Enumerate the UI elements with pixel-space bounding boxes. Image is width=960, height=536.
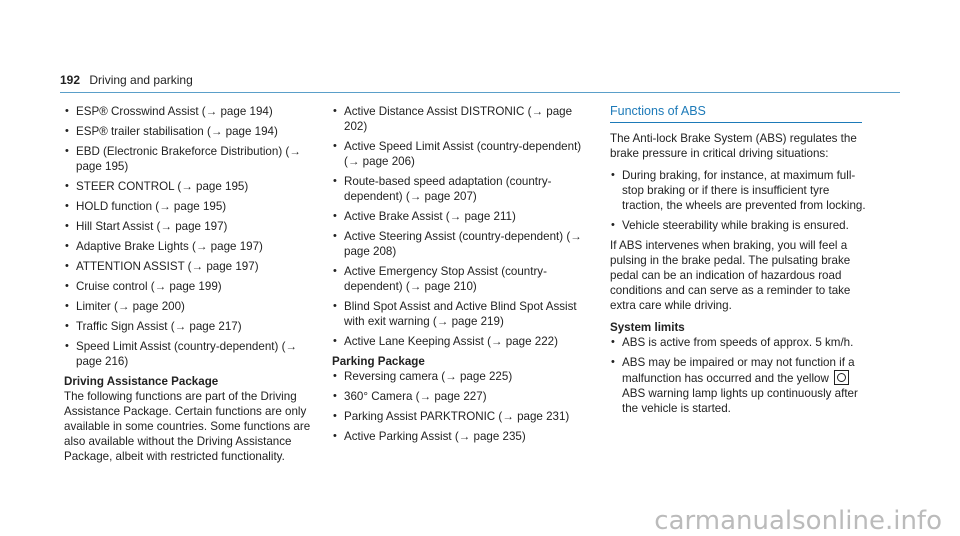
list-item: • Traffic Sign Assist (→ page 217) bbox=[64, 319, 316, 334]
watermark: carmanualsonline.info bbox=[654, 506, 942, 536]
list-item: • Active Parking Assist (→ page 235) bbox=[332, 429, 598, 444]
list-item: • Adaptive Brake Lights (→ page 197) bbox=[64, 239, 316, 254]
list-item: • Limiter (→ page 200) bbox=[64, 299, 316, 314]
limit-text-part: ABS warning lamp lights up continuously after the vehicle is started. bbox=[622, 387, 858, 415]
system-limits-heading: System limits bbox=[610, 321, 685, 334]
feature-list bbox=[64, 104, 316, 369]
list-item: • ABS is active from speeds of approx. 5 km/h. bbox=[610, 335, 872, 350]
list-item: • ESP® trailer stabilisation (→ page 194) bbox=[64, 124, 316, 139]
list-item: • Active Distance Assist DISTRONIC (→ page 202) bbox=[332, 104, 598, 134]
list-item: • STEER CONTROL (→ page 195) bbox=[64, 179, 316, 194]
header-divider bbox=[60, 92, 900, 93]
driving-assistance-text: The following functions are part of the Driving Assistance Package. Certain functions are only available in some countries. Some functions are also available without the Driving Assistance Package, albeit with restricted functionality. bbox=[64, 390, 311, 463]
abs-intro: The Anti-lock Brake System (ABS) regulates the brake pressure in critical driving situations: bbox=[610, 132, 857, 160]
list-item: • Speed Limit Assist (country-dependent) (→ page 216) bbox=[64, 339, 316, 369]
feature-list bbox=[332, 104, 598, 349]
list-item: • Route-based speed adaptation (country-dependent) (→ page 207) bbox=[332, 174, 598, 204]
list-item: • Active Speed Limit Assist (country-dependent) (→ page 206) bbox=[332, 139, 598, 169]
column-left bbox=[64, 104, 316, 471]
page-number: 192 bbox=[60, 73, 81, 87]
list-item: • Active Lane Keeping Assist (→ page 222) bbox=[332, 334, 598, 349]
list-item: • Active Steering Assist (country-dependent) (→ page 208) bbox=[332, 229, 598, 259]
list-item: • Cruise control (→ page 199) bbox=[64, 279, 316, 294]
limit-text-part: ABS may be impaired or may not function if a malfunction has occurred and the yellow bbox=[622, 356, 855, 385]
list-item: • Active Emergency Stop Assist (country-dependent) (→ page 210) bbox=[332, 264, 598, 294]
column-middle bbox=[332, 104, 598, 449]
list-item bbox=[610, 355, 872, 416]
abs-list bbox=[610, 168, 872, 233]
list-item: • Reversing camera (→ page 225) bbox=[332, 369, 598, 384]
list-item: • EBD (Electronic Brakeforce Distribution) (→ page 195) bbox=[64, 144, 316, 174]
section-title: Functions of ABS bbox=[610, 104, 862, 123]
list-item: • Blind Spot Assist and Active Blind Spot Assist with exit warning (→ page 219) bbox=[332, 299, 598, 329]
list-item: • ESP® Crosswind Assist (→ page 194) bbox=[64, 104, 316, 119]
list-item: • Vehicle steerability while braking is ensured. bbox=[610, 218, 872, 233]
abs-warning-lamp-icon bbox=[834, 370, 849, 385]
list-item: • Hill Start Assist (→ page 197) bbox=[64, 219, 316, 234]
parking-package-heading: Parking Package bbox=[332, 355, 425, 368]
driving-assistance-heading: Driving Assistance Package bbox=[64, 375, 219, 388]
list-item: • Parking Assist PARKTRONIC (→ page 231) bbox=[332, 409, 598, 424]
list-item: • HOLD function (→ page 195) bbox=[64, 199, 316, 214]
list-item: • 360° Camera (→ page 227) bbox=[332, 389, 598, 404]
list-item: • ATTENTION ASSIST (→ page 197) bbox=[64, 259, 316, 274]
list-item: • During braking, for instance, at maximum full-stop braking or if there is insufficient tyre traction, the wheels are prevented from locking. bbox=[610, 168, 872, 213]
parking-list bbox=[332, 369, 598, 444]
abs-intervene-text: If ABS intervenes when braking, you will feel a pulsing in the brake pedal. The pulsating brake pedal can be an indication of hazardous road conditions and can serve as a reminder to take extra care while driving. bbox=[610, 239, 851, 312]
limits-list bbox=[610, 335, 872, 416]
column-right bbox=[610, 104, 872, 421]
list-item: • Active Brake Assist (→ page 211) bbox=[332, 209, 598, 224]
page-header-title: Driving and parking bbox=[89, 73, 193, 87]
page-header bbox=[60, 73, 193, 88]
